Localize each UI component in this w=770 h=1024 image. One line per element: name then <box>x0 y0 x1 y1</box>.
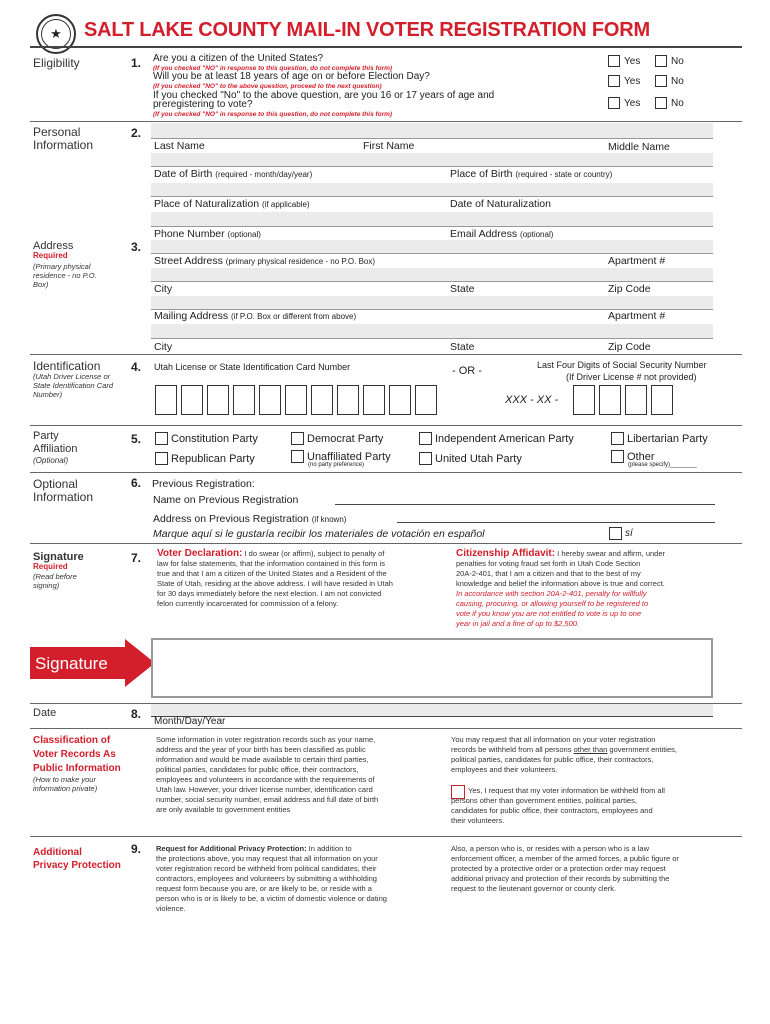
citizen-yes-checkbox[interactable] <box>608 55 620 67</box>
date-input-band[interactable] <box>151 704 713 716</box>
section-optional-label: Optional Information <box>33 477 94 504</box>
party-constitution[interactable]: Constitution Party <box>155 432 258 445</box>
date-hint: Month/Day/Year <box>154 716 226 727</box>
preregister-question-line1: If you checked "No" to the above question, are you 16 or 17 years of age and <box>153 90 495 101</box>
street-label: Street Address (primary physical residence - no P.O. Box) <box>154 255 376 267</box>
party-libertarian[interactable]: Libertarian Party <box>611 432 708 445</box>
section-2-number: 2. <box>131 126 142 140</box>
seal-emblem-icon: ★ <box>41 19 71 49</box>
street-line <box>151 253 713 254</box>
ssn-label: Last Four Digits of Social Security Number <box>537 360 707 370</box>
zip-label: Zip Code <box>608 283 651 295</box>
citizen-no[interactable] <box>655 55 684 67</box>
spanish-checkbox[interactable] <box>609 527 622 540</box>
classification-request-text: You may request that all information on your voter registration records be withheld from all persons other than government entities, political parties, candidates for public office, their contractors, employees and their volunteers. <box>451 735 677 774</box>
license-digit-box[interactable] <box>311 385 333 415</box>
party-democrat[interactable]: Democrat Party <box>291 432 383 445</box>
privacy-request-text: Request for Additional Privacy Protection: In addition to the protections above, you may request that all information on your voter registration record be withheld from political candidates, their contractors, employees and volunteers by submitting a withholding request form because you are, or are likely to be, or reside with a person who is or is likely to be, a victim of domestic violence or dating violence. <box>156 844 387 913</box>
ssn-note: (If Driver License # not provided) <box>566 372 697 382</box>
section-8-number: 8. <box>131 707 142 721</box>
license-digit-box[interactable] <box>155 385 177 415</box>
mailing-city-line <box>151 338 713 339</box>
mailing-city-label: City <box>154 341 173 353</box>
license-digit-box[interactable] <box>415 385 437 415</box>
yes-label: Yes <box>624 97 641 109</box>
mailing-zip-label: Zip Code <box>608 341 651 353</box>
party-united-utah[interactable]: United Utah Party <box>419 452 522 465</box>
section-identification-label: Identification <box>33 359 101 373</box>
section-divider <box>30 543 742 544</box>
address-required: Required <box>33 251 68 260</box>
naturalization-place-label: Place of Naturalization (if applicable) <box>154 198 310 210</box>
preregister-note: (If you checked "NO" in response to this question, do not complete this form) <box>153 111 393 118</box>
withhold-request-text: Yes, I request that my voter information be withheld from all persons other than government entities, political parties, candidates for public office, their contractors, employees and their volunteers. <box>451 786 665 825</box>
license-digit-box[interactable] <box>259 385 281 415</box>
dob-input-band[interactable] <box>151 153 713 166</box>
party-checkbox[interactable] <box>419 452 432 465</box>
ssn-digit-box[interactable] <box>651 385 673 415</box>
citizen-no-checkbox[interactable] <box>655 55 667 67</box>
section-personal-label: Personal Information <box>33 125 94 152</box>
section-1-number: 1. <box>131 56 142 70</box>
preregister-yes[interactable] <box>608 97 640 109</box>
mailing-city-input-band[interactable] <box>151 324 713 338</box>
section-address-label: Address <box>33 240 74 252</box>
previous-name-line[interactable] <box>335 504 715 505</box>
party-independent-american[interactable]: Independent American Party <box>419 432 574 445</box>
city-line <box>151 281 713 282</box>
naturalization-line <box>151 196 713 197</box>
party-unaffiliated[interactable]: Unaffiliated Party (no party preference) <box>291 450 391 463</box>
phone-input-band[interactable] <box>151 212 713 226</box>
party-checkbox[interactable] <box>291 450 304 463</box>
date-line <box>151 716 713 717</box>
address-note: (Primary physical residence - no P.O. Box) <box>33 262 97 289</box>
ssn-digit-box[interactable] <box>625 385 647 415</box>
preregister-no-checkbox[interactable] <box>655 97 667 109</box>
license-digit-box[interactable] <box>233 385 255 415</box>
no-label: No <box>671 75 684 87</box>
voter-declaration: Voter Declaration: I do swear (or affirm), subject to penalty of law for false statements, that the information contained in this form is true and that I am a citizen of the United States and a Resident of the State of Utah, residing at the above address. I will have resided in Utah for 30 days immediately before the next election. I am not convicted felon currently incarcerated for commission of a felony. <box>157 548 393 608</box>
apartment-label: Apartment # <box>608 255 666 267</box>
classification-note: (How to make your information private) <box>33 775 98 793</box>
section-divider <box>30 354 742 355</box>
state-label: State <box>450 283 475 295</box>
license-digit-box[interactable] <box>363 385 385 415</box>
party-checkbox[interactable] <box>291 432 304 445</box>
party-other[interactable]: Other (please specify)________ <box>611 450 655 463</box>
street-input-band[interactable] <box>151 240 713 253</box>
or-label: - OR - <box>452 365 482 377</box>
section-divider <box>30 472 742 473</box>
email-label: Email Address (optional) <box>450 228 554 240</box>
section-4-number: 4. <box>131 360 142 374</box>
preregister-no[interactable] <box>655 97 684 109</box>
section-3-number: 3. <box>131 240 142 254</box>
section-5-number: 5. <box>131 432 142 446</box>
section-9-number: 9. <box>131 842 142 856</box>
age-yes[interactable] <box>608 75 640 87</box>
section-divider <box>30 425 742 426</box>
age-no[interactable] <box>655 75 684 87</box>
license-digit-box[interactable] <box>285 385 307 415</box>
signature-required: Required <box>33 562 68 571</box>
first-name-label: First Name <box>363 140 415 152</box>
preregister-yes-checkbox[interactable] <box>608 97 620 109</box>
privacy-officer-text: Also, a person who is, or resides with a person who is a law enforcement officer, a member of the armed forces, a public figure or protected by a protective order or a protection order may request additional privacy and protection of their records by submitting the request to the lieutenant governor or county clerk. <box>451 844 679 893</box>
dob-label: Date of Birth (required - month/day/year) <box>154 168 313 180</box>
section-date-label: Date <box>33 707 57 719</box>
license-digit-box[interactable] <box>181 385 203 415</box>
section-divider <box>30 836 742 837</box>
age-yes-checkbox[interactable] <box>608 75 620 87</box>
preregister-question-line2: preregistering to vote? <box>153 99 253 110</box>
yes-label: Yes <box>624 75 641 87</box>
previous-name-label: Name on Previous Registration <box>153 494 299 506</box>
license-digit-box[interactable] <box>389 385 411 415</box>
party-republican[interactable]: Republican Party <box>155 452 255 465</box>
yes-label: Yes <box>624 55 641 67</box>
section-divider <box>30 728 742 729</box>
naturalization-date-label: Date of Naturalization <box>450 198 551 210</box>
citizen-yes[interactable] <box>608 55 640 67</box>
dob-line <box>151 166 713 167</box>
section-signature-label: Signature <box>33 551 84 563</box>
age-question: Will you be at least 18 years of age on or before Election Day? <box>153 71 430 82</box>
city-label: City <box>154 283 173 295</box>
party-checkbox[interactable] <box>611 450 624 463</box>
classification-public-text: Some information in voter registration records such as your name, address and the year of your birth has been classified as public information and would be made available to certain third parties, political parties, candidates for public office, their contractors, employees and volunteers in accordance with the requirements of Utah law. However, your driver license number, identification card number, social security number, email address and full date of birth are only available to government entities <box>156 735 379 814</box>
pob-label: Place of Birth (required - state or country) <box>450 168 613 180</box>
party-checkbox[interactable] <box>419 432 432 445</box>
name-input-band[interactable] <box>151 123 713 138</box>
citizen-note: (If you checked "NO" in response to this question, do not complete this form) <box>153 65 393 72</box>
title-divider <box>30 46 742 48</box>
mailing-label: Mailing Address (if P.O. Box or different from above) <box>154 310 357 322</box>
spanish-materials-label: Marque aquí si le gustaría recibir los materiales de votación en español <box>153 528 485 540</box>
party-checkbox[interactable] <box>611 432 624 445</box>
previous-address-line[interactable] <box>397 522 715 523</box>
naturalization-input-band[interactable] <box>151 183 713 196</box>
license-digit-box[interactable] <box>207 385 229 415</box>
party-note: (Optional) <box>33 456 69 465</box>
privacy-heading: Additional Privacy Protection <box>33 847 121 871</box>
citizenship-affidavit: Citizenship Affidavit: I hereby swear and affirm, under penalties for voting fraud set forth in Utah Code Section 20A-2-401, that I am a citizen and that to the best of my knowledge and belief the information above is true and correct. In accordance with section 20A-2-401, penalty for willfully causing, procuring, or allowing yourself to be registered to vote if you know you are not entitled to vote is up to one year in jail and a fine of up to $2,500. <box>456 548 665 628</box>
section-7-number: 7. <box>131 551 142 565</box>
section-eligibility-label: Eligibility <box>33 56 80 70</box>
previous-address-label: Address on Previous Registration (if known) <box>153 513 347 525</box>
last-name-label: Last Name <box>154 140 205 152</box>
no-label: No <box>671 97 684 109</box>
phone-label: Phone Number (optional) <box>154 228 261 240</box>
license-digit-box[interactable] <box>337 385 359 415</box>
signature-note: (Read before signing) <box>33 572 77 590</box>
form-title: SALT LAKE COUNTY MAIL-IN VOTER REGISTRATION FORM <box>84 19 650 41</box>
section-divider <box>30 121 742 122</box>
previous-registration-heading: Previous Registration: <box>152 478 255 490</box>
mailing-apartment-label: Apartment # <box>608 310 666 322</box>
ssn-prefix: XXX - XX - <box>505 394 559 406</box>
citizen-question: Are you a citizen of the United States? <box>153 53 324 64</box>
party-checkbox[interactable] <box>155 432 168 445</box>
no-label: No <box>671 55 684 67</box>
signature-box[interactable] <box>151 638 713 698</box>
middle-name-label: Middle Name <box>608 141 670 153</box>
phone-line <box>151 226 713 227</box>
section-party-label: Party Affiliation <box>33 430 78 455</box>
classification-heading: Classification of Voter Records As Public Information <box>33 735 121 774</box>
age-note: (If you checked "NO" to the above question, proceed to the next question) <box>153 83 382 90</box>
signature-arrow-label: Signature <box>35 654 108 673</box>
city-input-band[interactable] <box>151 268 713 281</box>
mailing-state-label: State <box>450 341 475 353</box>
party-checkbox[interactable] <box>155 452 168 465</box>
mailing-input-band[interactable] <box>151 296 713 309</box>
age-no-checkbox[interactable] <box>655 75 667 87</box>
spanish-materials-option[interactable]: sí <box>609 527 633 540</box>
county-seal <box>36 14 76 54</box>
name-line <box>151 138 713 139</box>
ssn-digit-box[interactable] <box>599 385 621 415</box>
ssn-digit-box[interactable] <box>573 385 595 415</box>
license-label: Utah License or State Identification Card Number <box>154 362 351 372</box>
identification-note: (Utah Driver License or State Identification Card Number) <box>33 372 114 399</box>
section-6-number: 6. <box>131 476 142 490</box>
